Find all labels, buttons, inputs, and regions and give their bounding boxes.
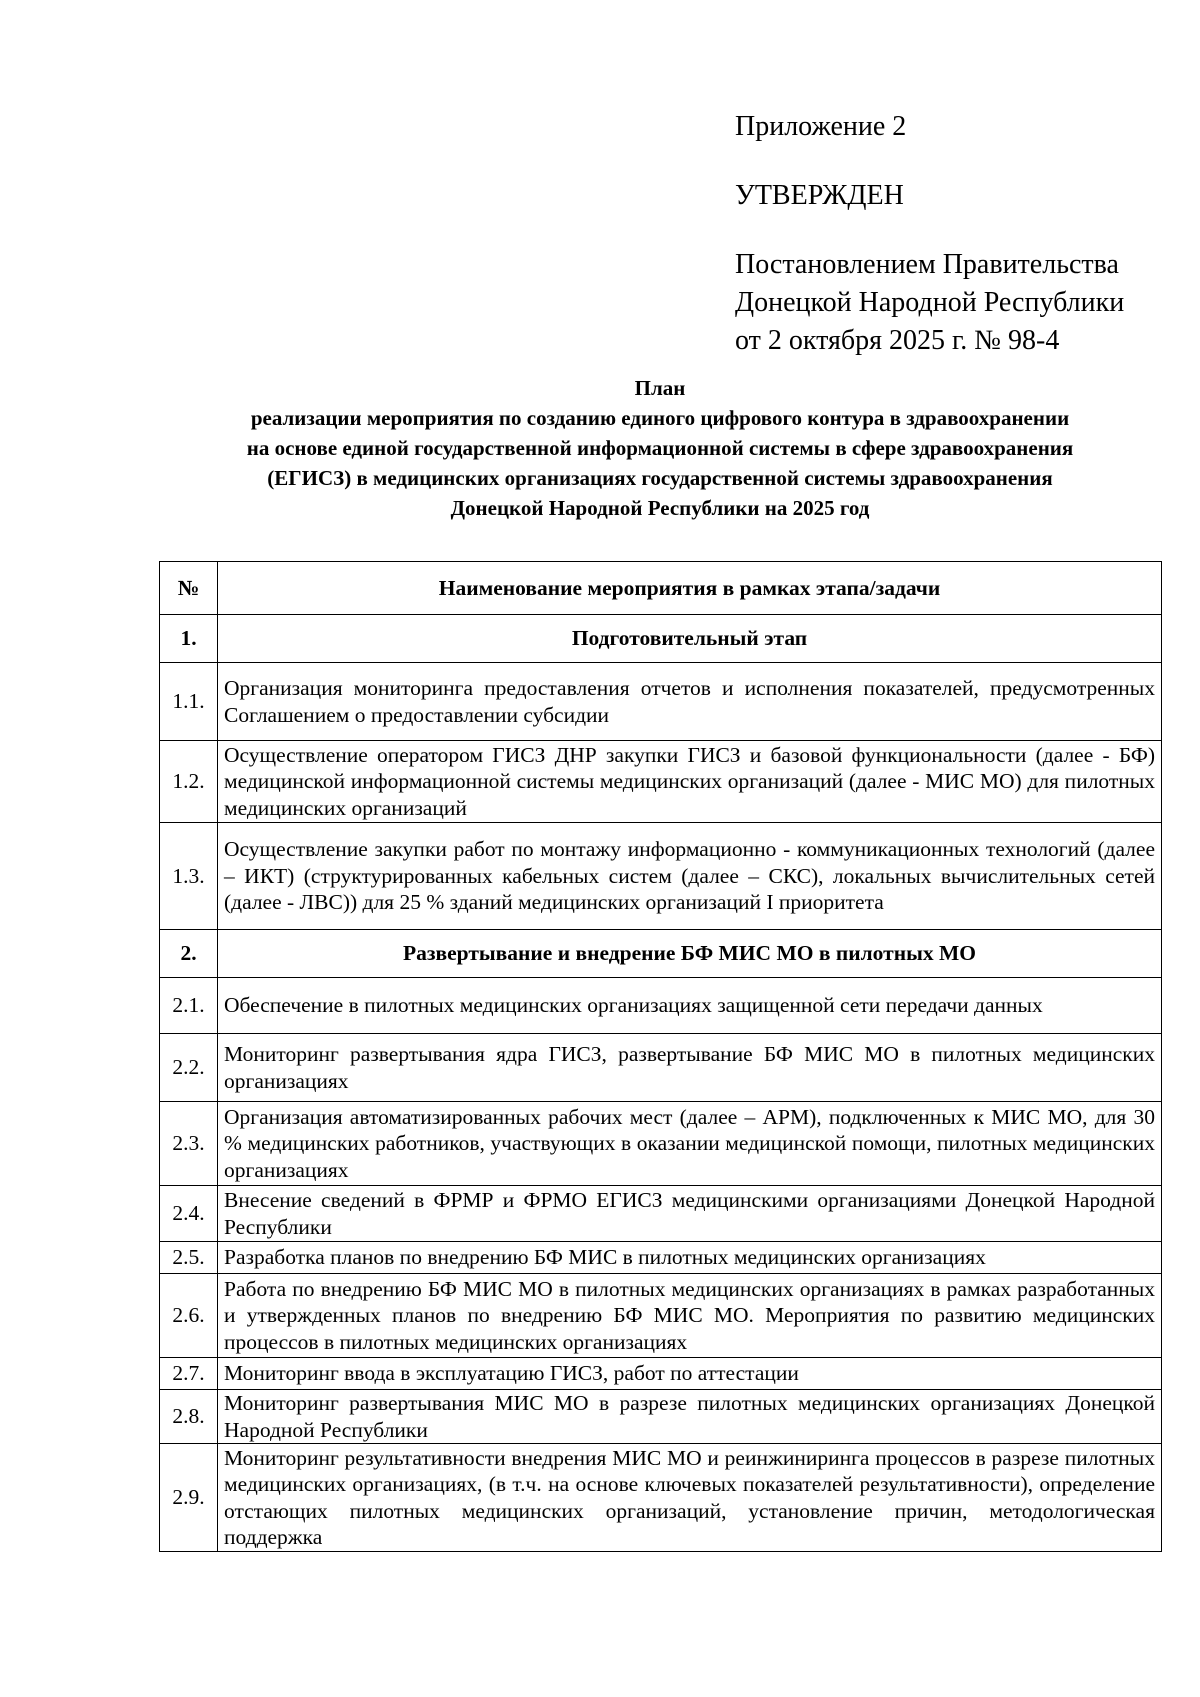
table-row: [160, 1102, 1162, 1186]
row-text: Мониторинг развертывания МИС МО в разрезе пилотных медицинских организациях Донецкой Народной Республики: [218, 1390, 1162, 1444]
row-text: Мониторинг результативности внедрения МИС МО и реинжиниринга процессов в разрезе пилотных медицинских организациях, (в т.ч. на основе ключевых показателей результативности), определение отстающих пилотных медицинских организаций, установление причин, методологическая поддержка: [218, 1444, 1162, 1552]
row-number: 1.3.: [160, 823, 218, 930]
row-number: 1.1.: [160, 663, 218, 741]
title-line: на основе единой государственной информационной системы в сфере здравоохранения: [246, 436, 1074, 460]
row-number: 1.: [160, 615, 218, 663]
row-number: 2.1.: [160, 978, 218, 1034]
table-row: [160, 1390, 1162, 1444]
row-text: Подготовительный этап: [218, 615, 1162, 663]
document-title: [150, 373, 1170, 523]
row-number: 2.: [160, 930, 218, 978]
header-name: Наименование мероприятия в рамках этапа/задачи: [218, 562, 1162, 615]
table-row: [160, 978, 1162, 1034]
row-text: Обеспечение в пилотных медицинских организациях защищенной сети передачи данных: [218, 978, 1162, 1034]
row-number: 2.8.: [160, 1390, 218, 1444]
row-number: 2.6.: [160, 1274, 218, 1358]
decree-line: Постановлением Правительства: [735, 249, 1119, 280]
row-number: 1.2.: [160, 741, 218, 823]
row-text: Работа по внедрению БФ МИС МО в пилотных медицинских организациях в рамках разработанных и утвержденных планов по внедрению БФ МИС МО. Мероприятия по развитию медицинских процессов в пилотных медицинских организациях: [218, 1274, 1162, 1358]
row-text: Разработка планов по внедрению БФ МИС в пилотных медицинских организациях: [218, 1242, 1162, 1274]
table-row: [160, 1358, 1162, 1390]
table-row: [160, 663, 1162, 741]
table-header-row: [160, 562, 1162, 615]
table-row: [160, 1034, 1162, 1102]
title-line: Донецкой Народной Республики на 2025 год: [450, 496, 870, 520]
row-text: Мониторинг развертывания ядра ГИСЗ, развертывание БФ МИС МО в пилотных медицинских организациях: [218, 1034, 1162, 1102]
row-number: 2.4.: [160, 1186, 218, 1242]
row-text: Осуществление оператором ГИСЗ ДНР закупки ГИСЗ и базовой функциональности (далее - БФ) медицинской информационной системы медицинских организаций (далее - МИС МО) для пилотных медицинских организаций: [218, 741, 1162, 823]
section-row: [160, 615, 1162, 663]
row-number: 2.2.: [160, 1034, 218, 1102]
table-row: [160, 1186, 1162, 1242]
row-text: Развертывание и внедрение БФ МИС МО в пилотных МО: [218, 930, 1162, 978]
title-line: (ЕГИСЗ) в медицинских организациях государственной системы здравоохранения: [267, 466, 1053, 490]
row-text: Организация автоматизированных рабочих мест (далее – АРМ), подключенных к МИС МО, для 30 % медицинских работников, участвующих в оказании медицинской помощи, пилотных медицинских организациях: [218, 1102, 1162, 1186]
table-row: [160, 741, 1162, 823]
row-number: 2.9.: [160, 1444, 218, 1552]
appendix-label: Приложение 2: [735, 111, 907, 142]
title-line: реализации мероприятия по созданию единого цифрового контура в здравоохранении: [250, 406, 1070, 430]
decree-line: Донецкой Народной Республики: [735, 287, 1125, 318]
approved-label: УТВЕРЖДЕН: [735, 180, 904, 211]
section-row: [160, 930, 1162, 978]
row-text: Организация мониторинга предоставления отчетов и исполнения показателей, предусмотренных Соглашением о предоставлении субсидии: [218, 663, 1162, 741]
row-number: 2.3.: [160, 1102, 218, 1186]
table-row: [160, 823, 1162, 930]
row-text: Мониторинг ввода в эксплуатацию ГИСЗ, работ по аттестации: [218, 1358, 1162, 1390]
approval-block: [735, 108, 1175, 360]
title-heading: План: [634, 376, 686, 400]
row-number: 2.7.: [160, 1358, 218, 1390]
row-text: Внесение сведений в ФРМР и ФРМО ЕГИСЗ медицинскими организациями Донецкой Народной Республики: [218, 1186, 1162, 1242]
table-row: [160, 1274, 1162, 1358]
row-text: Осуществление закупки работ по монтажу информационно - коммуникационных технологий (далее – ИКТ) (структурированных кабельных систем (далее – СКС), локальных вычислительных сетей (далее - ЛВС)) для 25 % зданий медицинских организаций I приоритета: [218, 823, 1162, 930]
plan-table: [159, 561, 1162, 1552]
decree-line: от 2 октября 2025 г. № 98-4: [735, 325, 1060, 356]
table-row: [160, 1242, 1162, 1274]
table-row: [160, 1444, 1162, 1552]
row-number: 2.5.: [160, 1242, 218, 1274]
header-num: №: [160, 562, 218, 615]
